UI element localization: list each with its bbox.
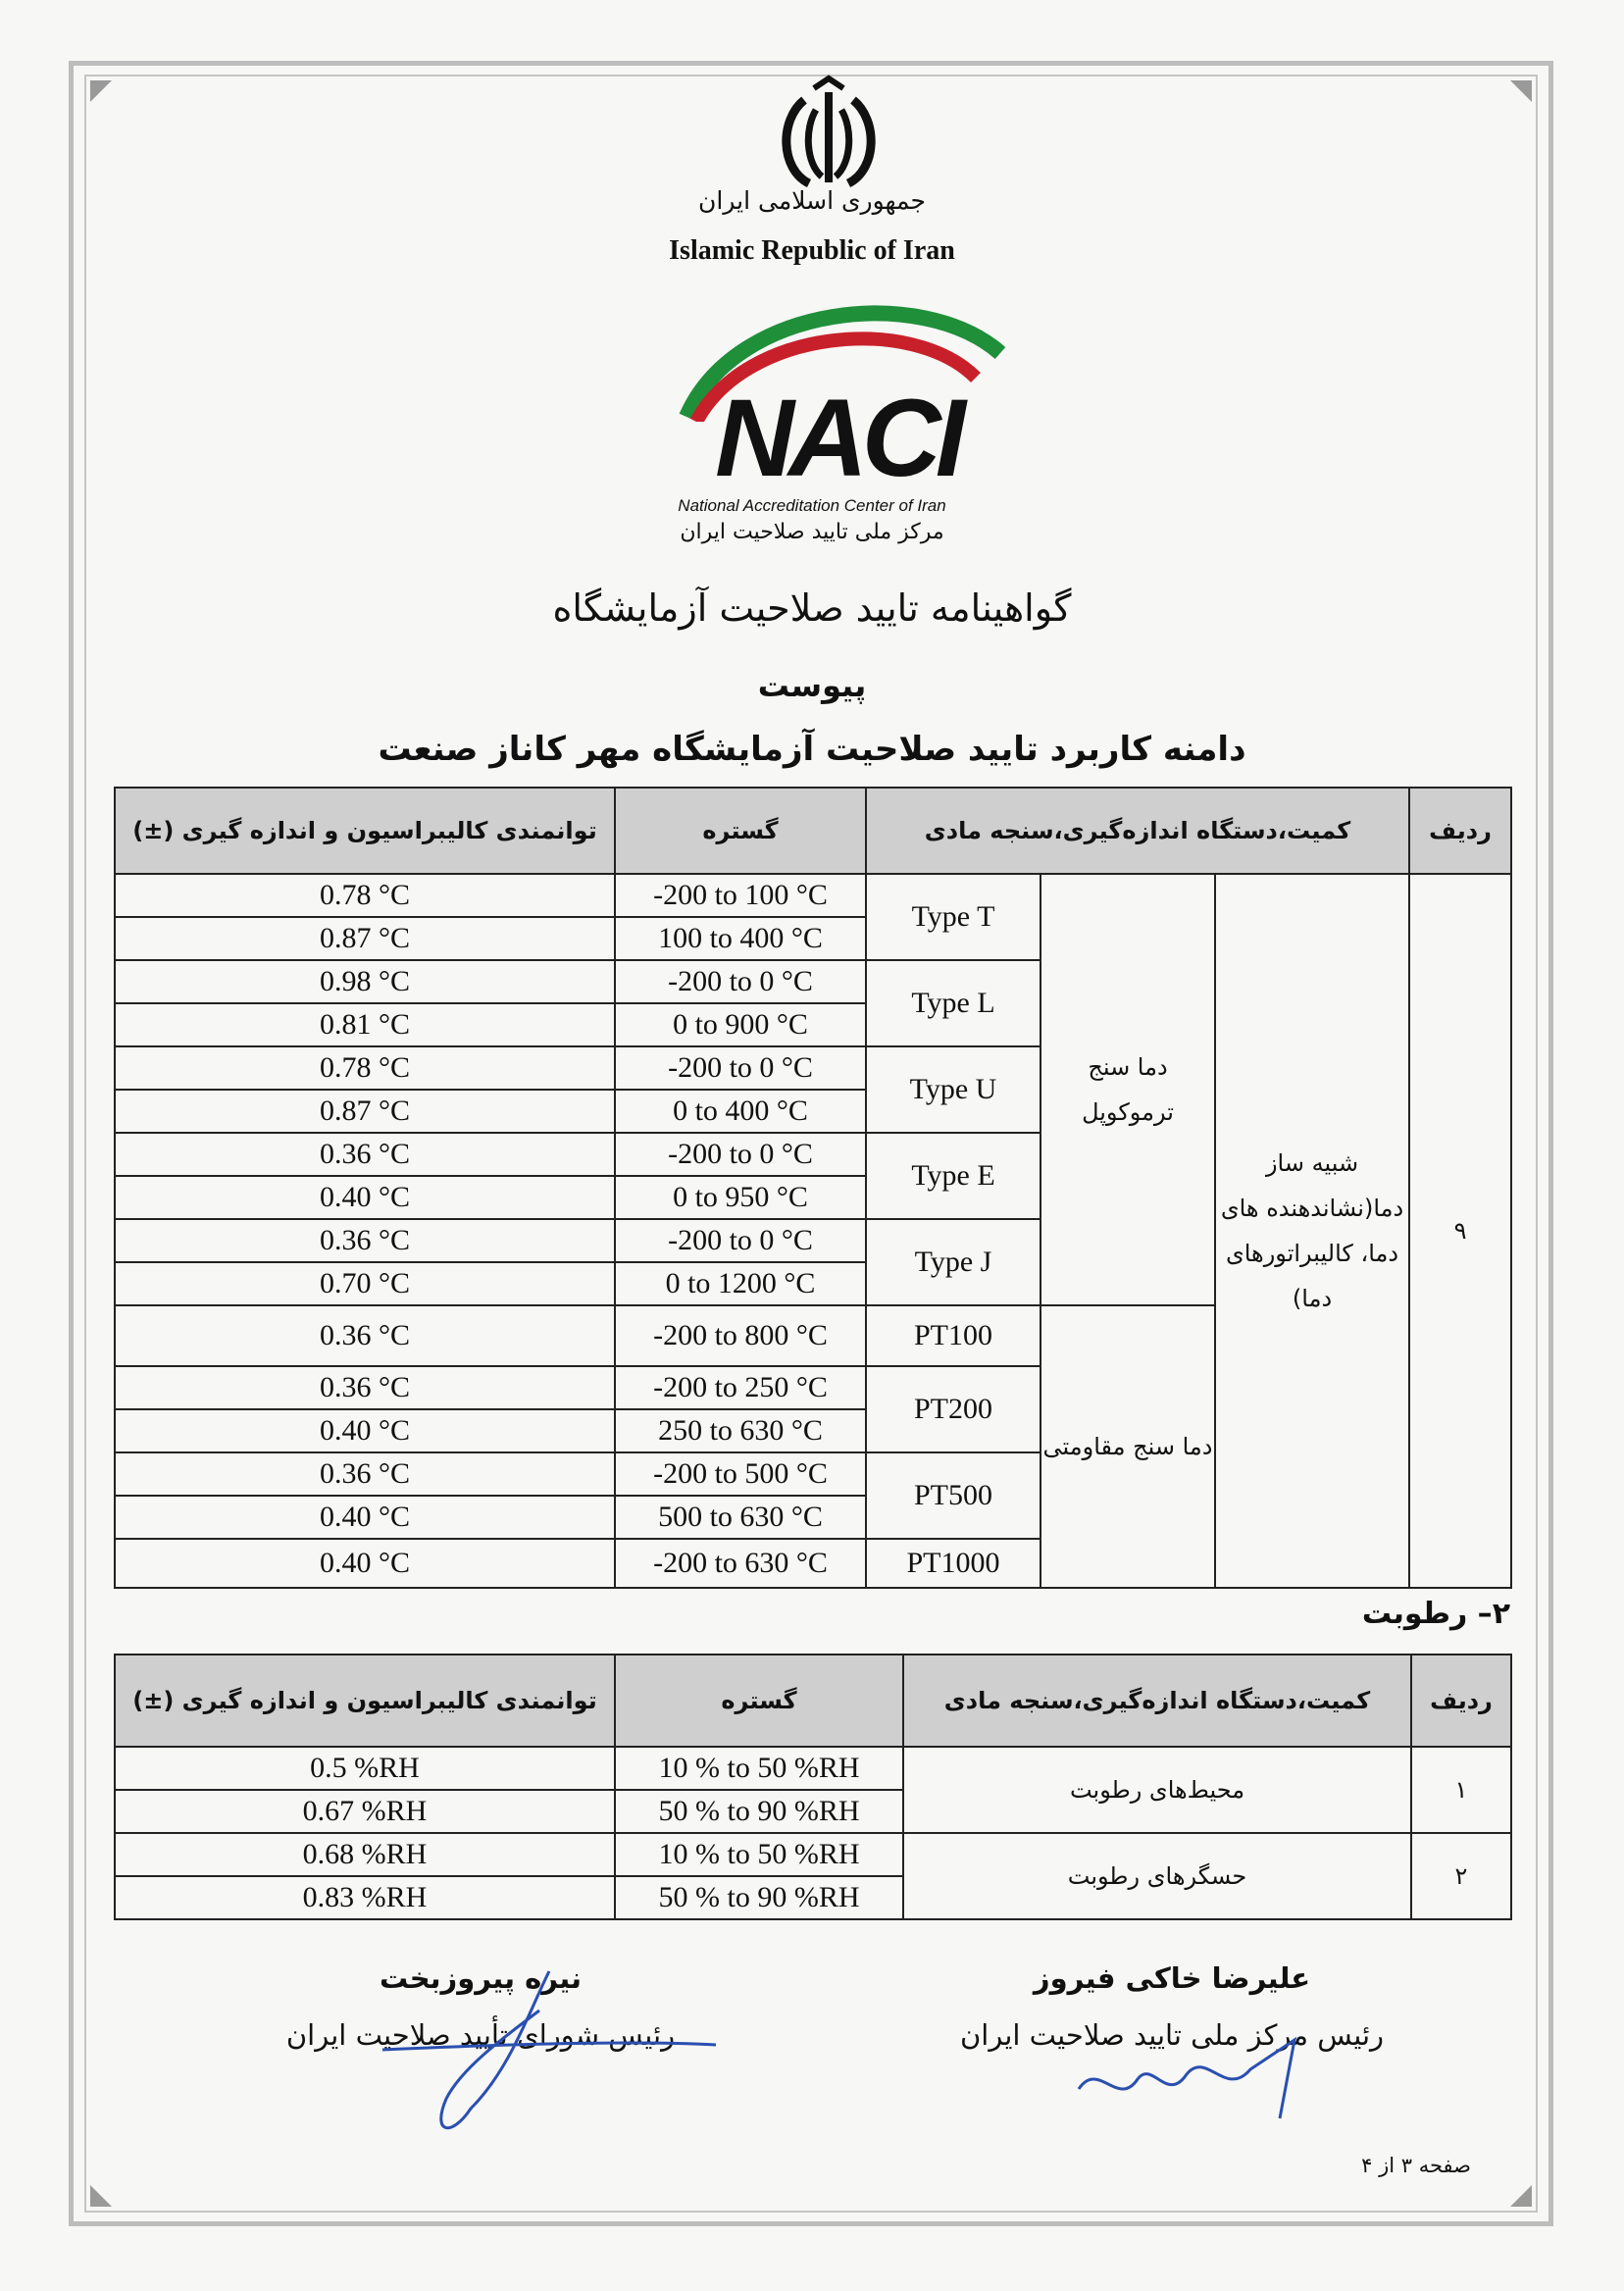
naci-name-fa: مرکز ملی تایید صلاحیت ایران bbox=[680, 520, 944, 544]
range-cell: -200 to 800 °C bbox=[615, 1305, 866, 1366]
cmc-cell: 0.67 %RH bbox=[115, 1790, 615, 1833]
cmc-cell: 0.36 °C bbox=[115, 1366, 615, 1409]
table-header-row bbox=[115, 1655, 1511, 1747]
type-cell: PT1000 bbox=[866, 1539, 1040, 1588]
page-number: صفحه ۳ از ۴ bbox=[1361, 2154, 1471, 2177]
signature-right-icon bbox=[1059, 2020, 1314, 2128]
cmc-cell: 0.36 °C bbox=[115, 1133, 615, 1176]
header-quantity: کمیت،دستگاه اندازه‌گیری،سنجه مادی bbox=[903, 1655, 1411, 1747]
cmc-cell: 0.36 °C bbox=[115, 1452, 615, 1496]
cmc-cell: 0.81 °C bbox=[115, 1003, 615, 1046]
country-name-en: Islamic Republic of Iran bbox=[669, 235, 955, 266]
type-cell: Type T bbox=[866, 874, 1040, 960]
row-number: ۲ bbox=[1411, 1833, 1511, 1919]
annex-title: پیوست bbox=[757, 667, 867, 704]
table-header-row bbox=[115, 788, 1511, 874]
naci-logo-word: NACI bbox=[715, 377, 960, 499]
header-quantity: کمیت،دستگاه اندازه‌گیری،سنجه مادی bbox=[866, 788, 1409, 874]
cmc-cell: 0.98 °C bbox=[115, 960, 615, 1003]
cmc-cell: 0.40 °C bbox=[115, 1176, 615, 1219]
corner-ornament bbox=[90, 80, 112, 102]
scope-title: دامنه کاربرد تایید صلاحیت آزمایشگاه مهر کاناز صنعت bbox=[378, 730, 1246, 769]
type-cell: Type U bbox=[866, 1046, 1040, 1133]
corner-ornament bbox=[1510, 80, 1532, 102]
group-thermocouple: دما سنج ترموکوپل bbox=[1040, 874, 1215, 1305]
cmc-cell: 0.87 °C bbox=[115, 1090, 615, 1133]
cmc-cell: 0.40 °C bbox=[115, 1409, 615, 1452]
signatory-left-title: رئیس شورای تأیید صلاحیت ایران bbox=[285, 2018, 676, 2052]
header-cmc: توانمندی کالیبراسیون و اندازه گیری (±) bbox=[115, 788, 615, 874]
cmc-cell: 0.78 °C bbox=[115, 1046, 615, 1090]
type-cell: PT200 bbox=[866, 1366, 1040, 1452]
range-cell: -200 to 0 °C bbox=[615, 1133, 866, 1176]
range-cell: 0 to 400 °C bbox=[615, 1090, 866, 1133]
range-cell: 250 to 630 °C bbox=[615, 1409, 866, 1452]
range-cell: -200 to 0 °C bbox=[615, 960, 866, 1003]
certificate-title: گواهینامه تایید صلاحیت آزمایشگاه bbox=[552, 586, 1072, 630]
group-resistance: دما سنج مقاومتی bbox=[1040, 1305, 1215, 1588]
device-cell: محیط‌های رطوبت bbox=[903, 1747, 1411, 1833]
table-row bbox=[115, 1747, 1511, 1790]
header-range: گستره bbox=[615, 1655, 903, 1747]
type-cell: Type J bbox=[866, 1219, 1040, 1305]
row-number: ۹ bbox=[1409, 874, 1511, 1588]
corner-ornament bbox=[1510, 2185, 1532, 2207]
device-cell: حسگرهای رطوبت bbox=[903, 1833, 1411, 1919]
naci-name-en: National Accreditation Center of Iran bbox=[678, 496, 946, 515]
cmc-cell: 0.5 %RH bbox=[115, 1747, 615, 1790]
range-cell: 0 to 1200 °C bbox=[615, 1262, 866, 1305]
type-cell: PT100 bbox=[866, 1305, 1040, 1366]
header-range: گستره bbox=[615, 788, 866, 874]
range-cell: 50 % to 90 %RH bbox=[615, 1876, 903, 1919]
signatory-left-name: نیره پیروزبخت bbox=[380, 1961, 582, 1995]
header-cmc: توانمندی کالیبراسیون و اندازه گیری (±) bbox=[115, 1655, 615, 1747]
signatory-right-title: رئیس مرکز ملی تایید صلاحیت ایران bbox=[959, 2018, 1385, 2052]
row-number: ۱ bbox=[1411, 1747, 1511, 1833]
type-cell: PT500 bbox=[866, 1452, 1040, 1539]
cmc-cell: 0.36 °C bbox=[115, 1305, 615, 1366]
cmc-cell: 0.40 °C bbox=[115, 1496, 615, 1539]
corner-ornament bbox=[90, 2185, 112, 2207]
range-cell: -200 to 100 °C bbox=[615, 874, 866, 917]
cmc-cell: 0.68 %RH bbox=[115, 1833, 615, 1876]
range-cell: 10 % to 50 %RH bbox=[615, 1747, 903, 1790]
cmc-cell: 0.87 °C bbox=[115, 917, 615, 960]
device-cell: شبیه ساز دما(نشاندهنده های دما، کالیبراتورهای دما) bbox=[1215, 874, 1409, 1588]
header-row-no: ردیف bbox=[1411, 1655, 1511, 1747]
cmc-cell: 0.83 %RH bbox=[115, 1876, 615, 1919]
cmc-cell: 0.36 °C bbox=[115, 1219, 615, 1262]
cmc-cell: 0.40 °C bbox=[115, 1539, 615, 1588]
signatory-right-name: علیرضا خاکی فیروز bbox=[1033, 1961, 1311, 1995]
range-cell: 50 % to 90 %RH bbox=[615, 1790, 903, 1833]
table-row bbox=[115, 1833, 1511, 1876]
cmc-cell: 0.70 °C bbox=[115, 1262, 615, 1305]
range-cell: 10 % to 50 %RH bbox=[615, 1833, 903, 1876]
type-cell: Type E bbox=[866, 1133, 1040, 1219]
section-humidity-title: ۲– رطوبت bbox=[1361, 1597, 1510, 1631]
cmc-cell: 0.78 °C bbox=[115, 874, 615, 917]
range-cell: -200 to 630 °C bbox=[615, 1539, 866, 1588]
table-row bbox=[115, 874, 1511, 917]
range-cell: -200 to 0 °C bbox=[615, 1219, 866, 1262]
range-cell: -200 to 0 °C bbox=[615, 1046, 866, 1090]
signature-left-icon bbox=[373, 1952, 726, 2148]
type-cell: Type L bbox=[866, 960, 1040, 1046]
temperature-scope-table bbox=[114, 787, 1512, 1589]
humidity-scope-table bbox=[114, 1654, 1512, 1920]
country-name-fa: جمهوری اسلامی ایران bbox=[698, 186, 926, 215]
range-cell: 0 to 900 °C bbox=[615, 1003, 866, 1046]
iran-emblem-icon bbox=[765, 71, 892, 198]
range-cell: -200 to 500 °C bbox=[615, 1452, 866, 1496]
range-cell: -200 to 250 °C bbox=[615, 1366, 866, 1409]
range-cell: 100 to 400 °C bbox=[615, 917, 866, 960]
header-row-no: ردیف bbox=[1409, 788, 1511, 874]
range-cell: 0 to 950 °C bbox=[615, 1176, 866, 1219]
range-cell: 500 to 630 °C bbox=[615, 1496, 866, 1539]
